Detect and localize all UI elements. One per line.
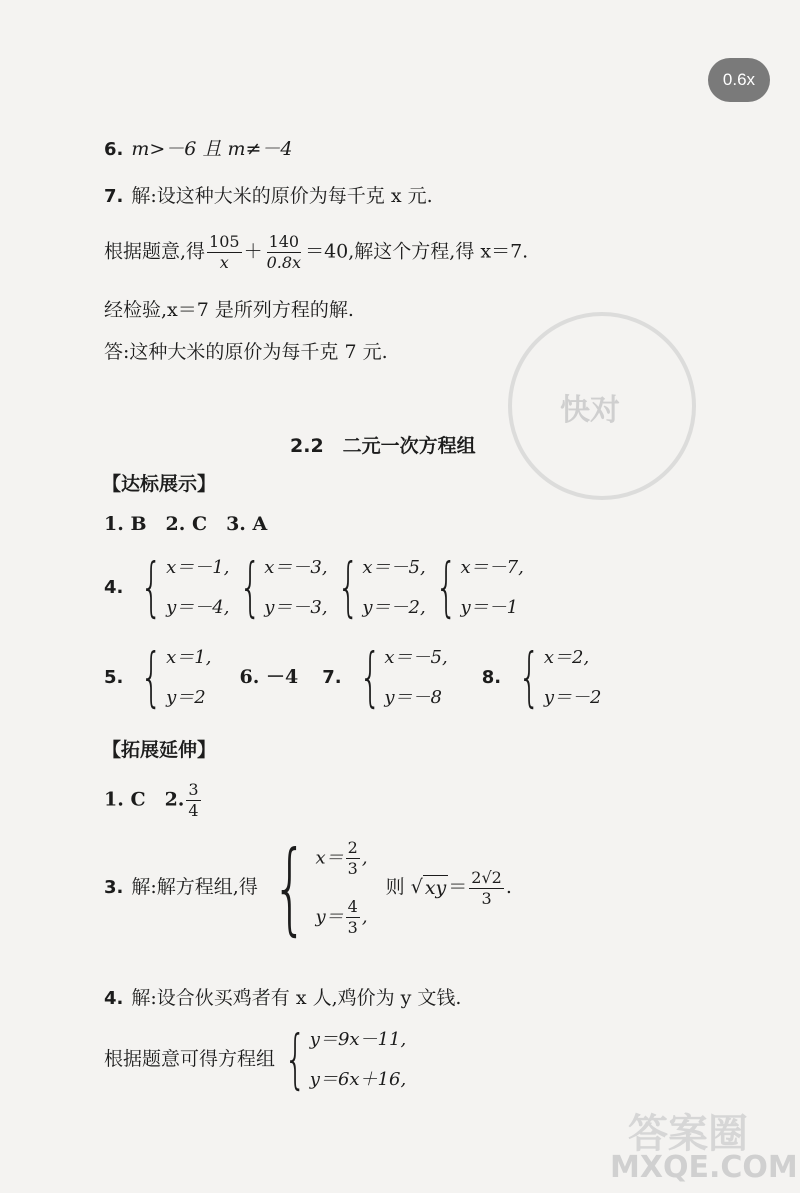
sys-x: x＝－5,: [362, 557, 426, 578]
sys-y: y＝2: [166, 687, 206, 708]
q3-then: 则: [385, 876, 405, 898]
part1-row1: 1. B 2. C 3. A: [104, 513, 268, 535]
section-title: 2.2 二元一次方程组: [290, 435, 476, 457]
sys-y: [316, 897, 368, 938]
sys-x: x＝1,: [166, 647, 212, 668]
sys-x: x＝－7,: [460, 557, 524, 578]
q6-line: [104, 137, 293, 162]
part2-row1-text: 1. C 2.: [104, 788, 185, 811]
system-q7: [356, 641, 448, 715]
fraction-140-08x: [265, 232, 303, 273]
q6-answer: 6. －4: [239, 666, 299, 688]
zoom-badge[interactable]: 0.6x: [708, 58, 770, 102]
q6-number: 6.: [104, 139, 124, 160]
brace: {: [284, 1023, 307, 1097]
stamp-text: 快对: [560, 393, 620, 428]
system-q5: [137, 641, 212, 715]
footer-url-watermark: MXQE.COM: [610, 1150, 798, 1185]
q4-number: 4.: [104, 577, 124, 598]
part2-row1: [104, 780, 203, 821]
frac-num: 3: [188, 780, 199, 799]
q4-text: 解:设合伙买鸡者有 x 人,鸡价为 y 文钱.: [131, 987, 462, 1009]
frac-num: 140: [268, 232, 300, 251]
sys-eq2: y＝6x＋16,: [309, 1069, 407, 1090]
sqrt-xy: [411, 875, 449, 900]
frac-num: 105: [209, 232, 240, 251]
system-1: [137, 551, 230, 625]
sys-y: y＝－2,: [362, 597, 426, 618]
brace: {: [518, 641, 541, 715]
brace: {: [272, 829, 308, 946]
system-4: [432, 551, 524, 625]
system-2: [236, 551, 328, 625]
fraction-3-4: [186, 780, 200, 821]
frac-den: x: [219, 253, 229, 272]
fraction-105-x: [207, 232, 242, 273]
sys-x: x＝－5,: [384, 647, 448, 668]
q3-number: 3.: [104, 877, 124, 898]
brace: {: [140, 551, 163, 625]
part1-heading: 【达标展示】: [102, 473, 217, 495]
system-q4: [281, 1023, 407, 1097]
q3-end: .: [505, 876, 512, 898]
q5-number: 5.: [104, 667, 124, 688]
sys-x: x＝－3,: [264, 557, 328, 578]
brace: {: [140, 641, 163, 715]
q7-line2-post: ＝40,解这个方程,得 x＝7.: [305, 240, 529, 263]
brace: {: [238, 551, 262, 625]
q8-number: 8.: [481, 667, 502, 688]
sys-x: x＝－1,: [166, 557, 230, 578]
q7-line4: 答:这种大米的原价为每千克 7 元.: [104, 341, 388, 363]
sys-y: y＝－3,: [264, 597, 328, 618]
q7-line3: 经检验,x＝7 是所列方程的解.: [104, 299, 354, 321]
fraction-2root2-3: [469, 868, 504, 909]
q7-line2-pre: 根据题意,得: [104, 240, 206, 263]
brace: {: [336, 551, 360, 625]
fraction-4-3: [346, 897, 360, 938]
part2-q4-line1: [104, 986, 461, 1011]
frac-den: 0.8x: [266, 253, 302, 272]
part2-q4-line2: [104, 1023, 407, 1097]
sys-x: [316, 838, 368, 879]
x-eq: x＝: [315, 847, 344, 869]
sys-y: y＝－4,: [166, 597, 230, 618]
system-q8: [515, 641, 602, 715]
system-3: [334, 551, 426, 625]
y-eq: y＝: [315, 906, 344, 928]
q7-line2: [104, 232, 528, 273]
sys-x: x＝2,: [543, 647, 590, 668]
sys-eq1: y＝9x－11,: [309, 1029, 407, 1050]
q7-line1: [104, 184, 433, 209]
q4-pre: 根据题意可得方程组: [104, 1048, 276, 1070]
frac-den: 3: [347, 918, 358, 937]
comma: ,: [361, 906, 368, 928]
q6-answer: m>－6 且 m≠－4: [131, 138, 293, 160]
sys-y: y＝－1: [460, 597, 519, 618]
frac-num: 4: [347, 897, 358, 916]
q7-text1: 解:设这种大米的原价为每千克 x 元.: [131, 185, 433, 207]
sys-y: y＝－8: [384, 687, 442, 708]
frac-num: 2: [347, 838, 358, 857]
system-q3: [264, 829, 368, 946]
part1-q4: [104, 551, 524, 625]
sqrt-symbol: √: [410, 876, 423, 898]
q7-number: 7.: [104, 186, 124, 207]
frac-den: 3: [347, 859, 358, 878]
brace: {: [434, 551, 458, 625]
comma: ,: [361, 847, 368, 869]
footer-brand-watermark: 答案圈: [628, 1111, 748, 1157]
part1-q5-row: [104, 641, 602, 715]
plus-sign: ＋: [243, 240, 263, 263]
part2-q3: [104, 829, 512, 946]
part2-heading: 【拓展延伸】: [102, 739, 217, 761]
q4-number: 4.: [104, 988, 124, 1009]
frac-den: 3: [481, 888, 492, 908]
radicand: xy: [424, 876, 447, 899]
q7-number: 7.: [322, 667, 342, 688]
sys-y: y＝－2: [543, 687, 602, 708]
brace: {: [358, 641, 382, 715]
fraction-2-3: [346, 838, 360, 879]
q3-pre: 解:解方程组,得: [131, 876, 258, 898]
frac-num: 2√2: [471, 867, 502, 887]
frac-den: 4: [188, 801, 199, 820]
q3-eq: ＝: [448, 876, 468, 898]
